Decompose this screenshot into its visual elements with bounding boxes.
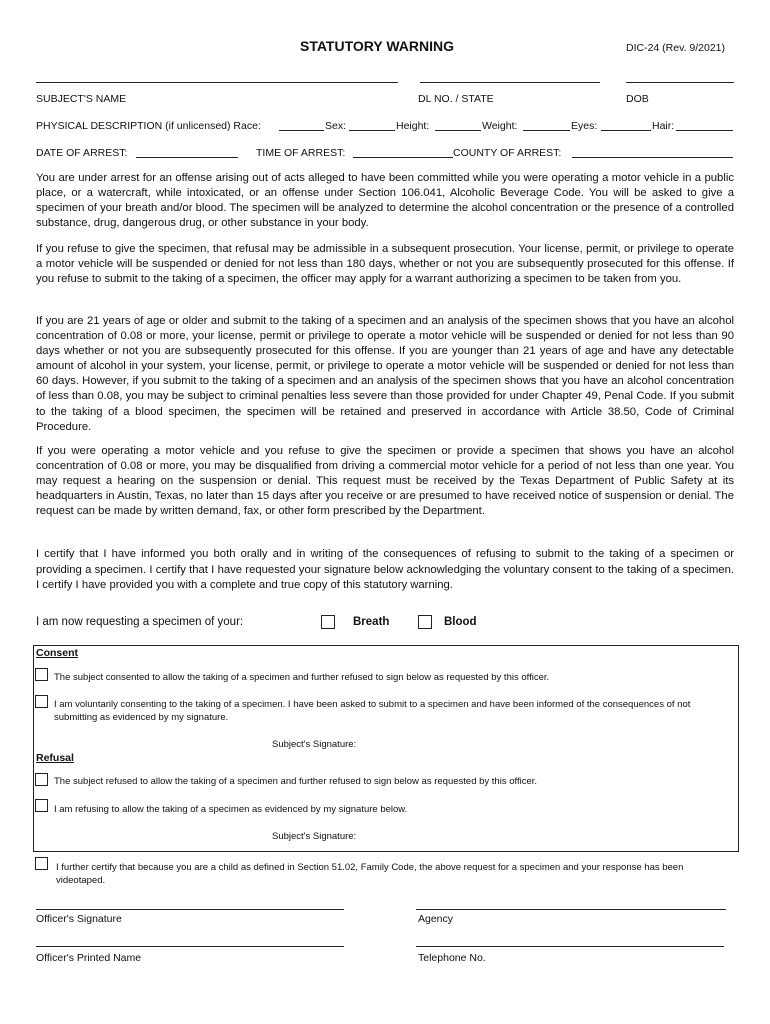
blood-checkbox[interactable] <box>418 615 432 629</box>
sex-field[interactable] <box>349 130 395 131</box>
hair-field[interactable] <box>676 130 733 131</box>
refusal-option-1-text: The subject refused to allow the taking of a specimen and further refused to sign below as requested by this officer. <box>54 776 538 787</box>
refusal-signature-label: Subject's Signature: <box>272 831 357 842</box>
form-number: DIC-24 (Rev. 9/2021) <box>626 42 726 54</box>
child-certify-checkbox[interactable] <box>35 857 48 870</box>
refusal-option-2-text: I am refusing to allow the taking of a specimen as evidenced by my signature below. <box>54 804 408 815</box>
weight-field[interactable] <box>523 130 570 131</box>
consent-signature-label: Subject's Signature: <box>272 739 357 750</box>
sex-label: Sex: <box>325 120 347 132</box>
child-certify-text: I further certify that because you are a child as defined in Section 51.02, Family Code, the above request for a specimen and your response has been videotaped. <box>56 862 684 886</box>
eyes-field[interactable] <box>601 130 651 131</box>
refusal-option-2-checkbox[interactable] <box>35 799 48 812</box>
agency-label: Agency <box>418 913 454 925</box>
officer-printed-name-label: Officer's Printed Name <box>36 952 142 964</box>
blood-label: Blood <box>444 616 477 628</box>
officer-signature-label: Officer's Signature <box>36 913 122 925</box>
dl-state-line[interactable] <box>420 82 600 83</box>
time-of-arrest-field[interactable] <box>353 157 453 158</box>
consent-option-1-checkbox[interactable] <box>35 668 48 681</box>
refusal-heading: Refusal <box>36 752 74 764</box>
officer-signature-line[interactable] <box>36 909 344 910</box>
certify-paragraph: I certify that I have informed you both orally and in writing of the consequences of refusing to submit to the taking of a specimen or providing a specimen. I certify that I have requested your signature below acknowledging the voluntary consent to the taking of a specimen. I certify I have provided you with a complete and true copy of this statutory warning. <box>36 548 734 591</box>
county-of-arrest-field[interactable] <box>572 157 733 158</box>
height-field[interactable] <box>435 130 481 131</box>
date-of-arrest-label: DATE OF ARREST: <box>36 147 128 159</box>
subject-name-line[interactable] <box>36 82 398 83</box>
consent-option-1-text: The subject consented to allow the taking of a specimen and further refused to sign below as requested by this officer. <box>54 672 550 683</box>
warning-paragraph-3: If you are 21 years of age or older and submit to the taking of a specimen and an analysis of the specimen shows that you have an alcohol concentration of 0.08 or more, your license, permit or privilege to operate a motor vehicle will be suspended or denied for not less than 90 days whether or not you are subsequently prosecuted for this offense. If you are younger than 21 years of age and have any detectable amount of alcohol in your system, your license, permit, or privilege to operate a motor vehicle will be suspended or denied for not less than 60 days. However, if you submit to the taking of a specimen and an analysis of the specimen shows that you have an alcohol concentration of less than 0.08, you may be subject to criminal penalties less severe than those provided for under Chapter 49, Penal Code. If you submit to the taking of a blood specimen, the specimen will be retained and preserved in accordance with Article 38.50, Code of Criminal Procedure. <box>36 315 734 433</box>
telephone-label: Telephone No. <box>418 952 486 964</box>
height-label: Height: <box>396 120 430 132</box>
subject-name-label: SUBJECT'S NAME <box>36 93 127 105</box>
race-field[interactable] <box>279 130 324 131</box>
officer-printed-name-line[interactable] <box>36 946 344 947</box>
county-of-arrest-label: COUNTY OF ARREST: <box>453 147 562 159</box>
breath-label: Breath <box>353 616 390 628</box>
consent-heading: Consent <box>36 647 78 659</box>
weight-label: Weight: <box>482 120 518 132</box>
telephone-line[interactable] <box>416 946 724 947</box>
form-title: STATUTORY WARNING <box>300 38 454 54</box>
hair-label: Hair: <box>652 120 675 132</box>
dob-line[interactable] <box>626 82 734 83</box>
warning-paragraph-2: If you refuse to give the specimen, that refusal may be admissible in a subsequent prosecution. Your license, permit, or privilege to operate a motor vehicle will be suspended or denied for not less than 180 days, whether or not you are subsequently prosecuted for this offense. If you refuse to submit to the taking of a specimen, the officer may apply for a warrant authorizing a specimen to be taken from you. <box>36 243 734 286</box>
agency-line[interactable] <box>416 909 726 910</box>
consent-option-2-text: I am voluntarily consenting to the taking of a specimen. I have been asked to submit to a specimen and have been informed of the consequences of not submitting as evidenced by my signature. <box>54 699 691 723</box>
refusal-option-1-checkbox[interactable] <box>35 773 48 786</box>
breath-checkbox[interactable] <box>321 615 335 629</box>
specimen-request-label: I am now requesting a specimen of your: <box>36 616 244 628</box>
eyes-label: Eyes: <box>571 120 598 132</box>
physical-description-label: PHYSICAL DESCRIPTION (if unlicensed) Race: <box>36 120 261 132</box>
date-of-arrest-field[interactable] <box>136 157 238 158</box>
dl-state-label: DL NO. / STATE <box>418 93 494 105</box>
warning-paragraph-1: You are under arrest for an offense arising out of acts alleged to have been committed while you were operating a motor vehicle in a public place, or a watercraft, while intoxicated, or an offense under Section 106.041, Alcoholic Beverage Code. You will be asked to give a specimen of your breath and/or blood. The specimen will be analyzed to determine the alcohol concentration or the presence of a controlled substance, drug, dangerous drug, or other substance in your body. <box>36 172 734 230</box>
time-of-arrest-label: TIME OF ARREST: <box>256 147 346 159</box>
dob-label: DOB <box>626 93 649 105</box>
consent-option-2-checkbox[interactable] <box>35 695 48 708</box>
warning-paragraph-4: If you were operating a motor vehicle and you refuse to give the specimen or provide a specimen that shows you have an alcohol concentration of 0.08 or more, you may be disqualified from driving a commercial motor vehicle for a period of not less than one year. You may request a hearing on the suspension or denial. This request must be received by the Texas Department of Public Safety at its headquarters in Austin, Texas, no later than 15 days after you receive or are presumed to have received notice of suspension or denial. The request can be made by written demand, fax, or other form prescribed by the Department. <box>36 445 734 518</box>
